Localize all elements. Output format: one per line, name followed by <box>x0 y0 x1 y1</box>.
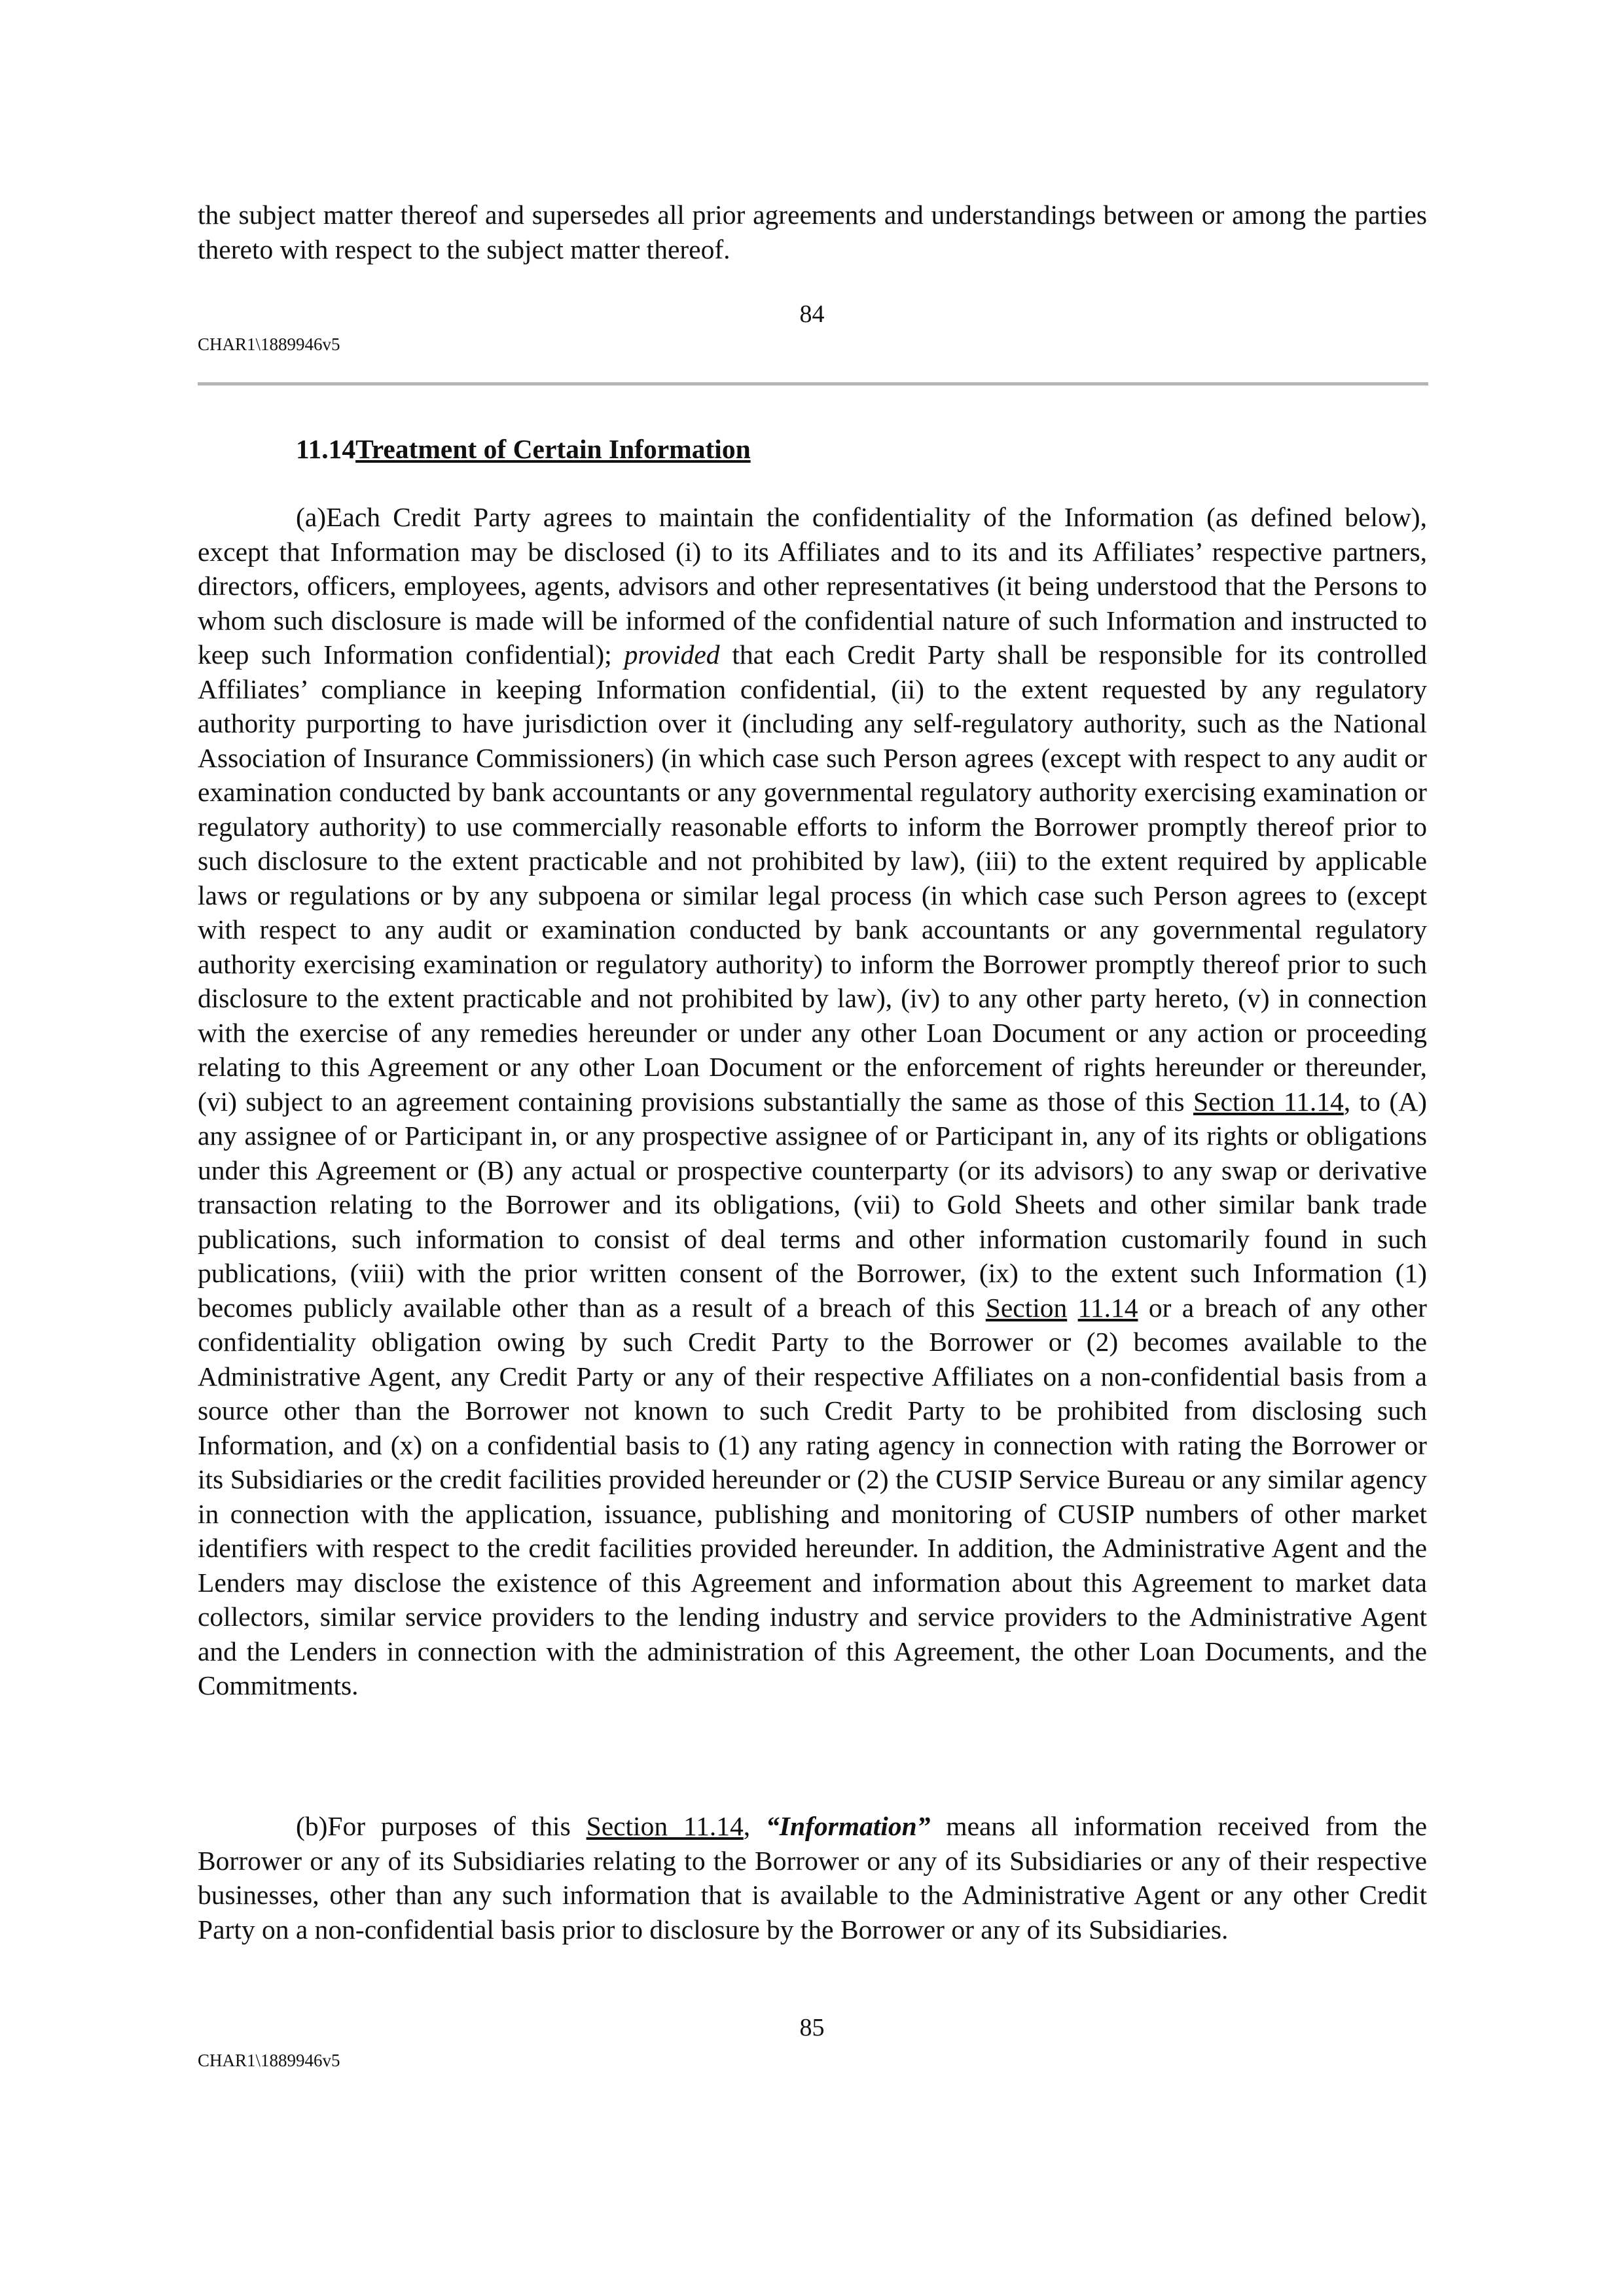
section-reference-number: 11.14 <box>1077 1292 1138 1323</box>
paragraph-b-text-3: means all information received from the Borrower or any of its Subsidiaries relating to the Borrower or any of its Subsidiaries or any of their respective businesses, other than any such information that is available to the Administrative Agent or any other Credit Party on a non-confidential basis prior to disclosure by the Borrower or any of its Subsidiaries. <box>198 1811 1427 1945</box>
paragraph-a-label: (a) <box>296 502 327 532</box>
section-title: Treatment of Certain Information <box>355 434 751 464</box>
section-heading <box>296 432 751 466</box>
paragraph-b-label: (b) <box>296 1811 328 1841</box>
page-divider <box>198 382 1428 386</box>
paragraph-b <box>198 1809 1427 1946</box>
footer-document-id: CHAR1\1889946v5 <box>198 334 340 354</box>
section-number: 11.14 <box>296 434 356 464</box>
page-number-85: 85 <box>799 2014 825 2041</box>
paragraph-a-text-2: that each Credit Party shall be responsible for its controlled Affiliates’ compliance in keeping Information confidential, (ii) to the extent requested by any regulatory authority purporting to have jurisdiction over it (including any self-regulatory authority, such as the National Association of Insurance Commissioners) (in which case such Person agrees (except with respect to any audit or examination conducted by bank accountants or any governmental regulatory authority exercising examination or regulatory authority) to use commercially reasonable efforts to inform the Borrower promptly thereof prior to such disclosure to the extent practicable and not prohibited by law), (iii) to the extent required by applicable laws or regulations or by any subpoena or similar legal process (in which case such Person agrees to (except with respect to any audit or examination conducted by bank accountants or any governmental regulatory authority exercising examination or regulatory authority) to inform the Borrower promptly thereof prior to such disclosure to the extent practicable and not prohibited by law), (iv) to any other party hereto, (v) in connection with the exercise of any remedies hereunder or under any other Loan Document or any action or proceeding relating to this Agreement or any other Loan Document or the enforcement of rights hereunder or thereunder, (vi) subject to an agreement containing provisions substantially the same as those of this <box>198 639 1427 1117</box>
footer-document-id: CHAR1\1889946v5 <box>198 2051 340 2070</box>
defined-term-information: “Information” <box>766 1811 931 1841</box>
section-reference: Section 11.14 <box>586 1811 744 1841</box>
provided-term: provided <box>624 639 720 670</box>
continuation-paragraph: the subject matter thereof and supersedes all prior agreements and understandings between or among the parties thereto with respect to the subject matter thereof. <box>198 200 1427 264</box>
paragraph-a-text-3: , to (A) any assignee of or Participant in, or any prospective assignee of or Participant in, any of its rights or obligations under this Agreement or (B) any actual or prospective counterparty (or its advisors) to any swap or derivative transaction relating to the Borrower and its obligations, (vii) to Gold Sheets and other similar bank trade publications, such information to consist of deal terms and other information customarily found in such publications, (viii) with the prior written consent of the Borrower, (ix) to the extent such Information (1) becomes publicly available other than as a result of a breach of this <box>198 1086 1427 1323</box>
paragraph-a-text-4: or a breach of any other confidentiality obligation owing by such Credit Party to the Borrower or (2) becomes available to the Administrative Agent, any Credit Party or any of their respective Affiliates on a non-confidential basis from a source other than the Borrower not known to such Credit Party to be prohibited from disclosing such Information, and (x) on a confidential basis to (1) any rating agency in connection with rating the Borrower or its Subsidiaries or the credit facilities provided hereunder or (2) the CUSIP Service Bureau or any similar agency in connection with the application, issuance, publishing and monitoring of CUSIP numbers of other market identifiers with respect to the credit facilities provided hereunder. In addition, the Administrative Agent and the Lenders may disclose the existence of this Agreement and information about this Agreement to market data collectors, similar service providers to the lending industry and service providers to the Administrative Agent and the Lenders in connection with the administration of this Agreement, the other Loan Documents, and the Commitments. <box>198 1292 1428 1700</box>
paragraph-b-text-2: , <box>743 1811 767 1841</box>
paragraph-a-text-1: Each Credit Party agrees to maintain the confidentiality of the Information (as defined below), except that Information may be disclosed (i) to its Affiliates and to its and its Affiliates’ respective partners, directors, officers, employees, agents, advisors and other representatives (it being understood that the Persons to whom such disclosure is made will be informed of the confidential nature of such Information and instructed to keep such Information confidential); <box>198 502 1427 670</box>
paragraph-b-text-1: For purposes of this <box>327 1811 586 1841</box>
section-reference-word: Section <box>985 1292 1068 1323</box>
page-number-84: 84 <box>799 300 825 328</box>
paragraph-a <box>198 500 1427 1703</box>
section-reference: Section 11.14 <box>1193 1086 1344 1117</box>
